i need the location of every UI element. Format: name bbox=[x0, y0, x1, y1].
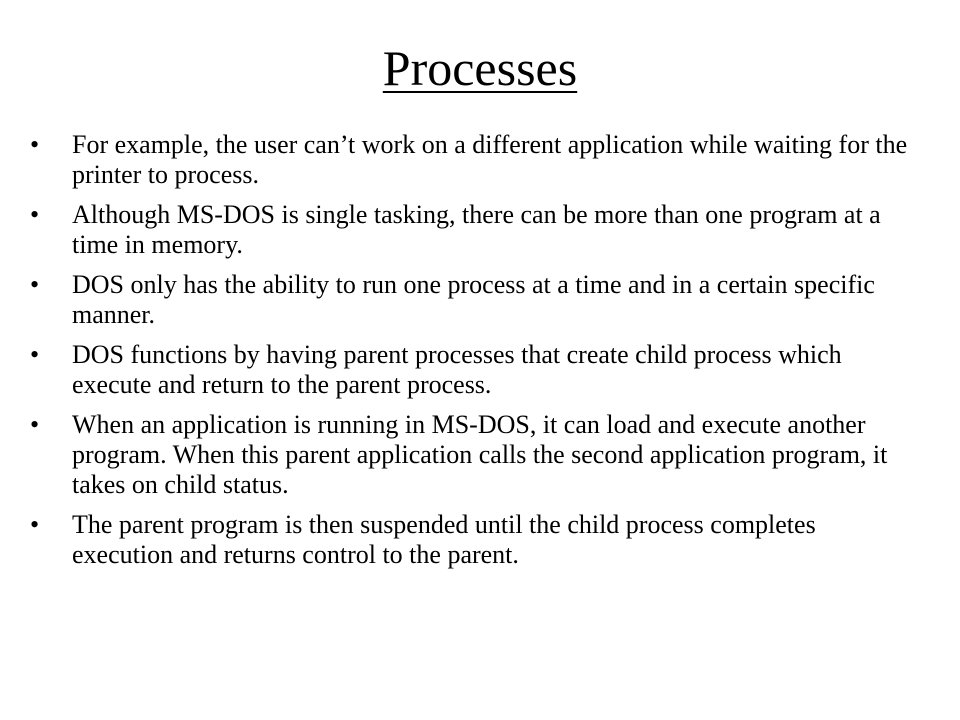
bullet-item bbox=[30, 200, 910, 260]
bullet-text: Although MS-DOS is single tasking, there can be more than one program at a time in memory. bbox=[72, 200, 881, 259]
bullet-marker: • bbox=[30, 130, 40, 159]
bullet-text: DOS functions by having parent processes that create child process which execute and return to the parent process. bbox=[72, 340, 842, 399]
bullet-marker: • bbox=[30, 410, 40, 439]
bullet-marker: • bbox=[30, 340, 40, 369]
bullet-list bbox=[30, 130, 910, 580]
bullet-item bbox=[30, 270, 910, 330]
bullet-marker: • bbox=[30, 510, 40, 539]
bullet-item bbox=[30, 510, 910, 570]
slide-title-text: Processes bbox=[382, 40, 578, 96]
bullet-text: For example, the user can’t work on a different application while waiting for the printer to process. bbox=[72, 130, 908, 189]
bullet-item bbox=[30, 410, 910, 500]
bullet-text: When an application is running in MS-DOS, it can load and execute another program. When this parent application calls the second application program, it takes on child status. bbox=[72, 410, 888, 499]
slide-title bbox=[0, 38, 960, 98]
bullet-text: DOS only has the ability to run one process at a time and in a certain specific manner. bbox=[72, 270, 875, 329]
bullet-marker: • bbox=[30, 200, 40, 229]
bullet-item bbox=[30, 340, 910, 400]
bullet-marker: • bbox=[30, 270, 40, 299]
bullet-text: The parent program is then suspended until the child process completes execution and returns control to the parent. bbox=[72, 510, 816, 569]
bullet-item bbox=[30, 130, 910, 190]
